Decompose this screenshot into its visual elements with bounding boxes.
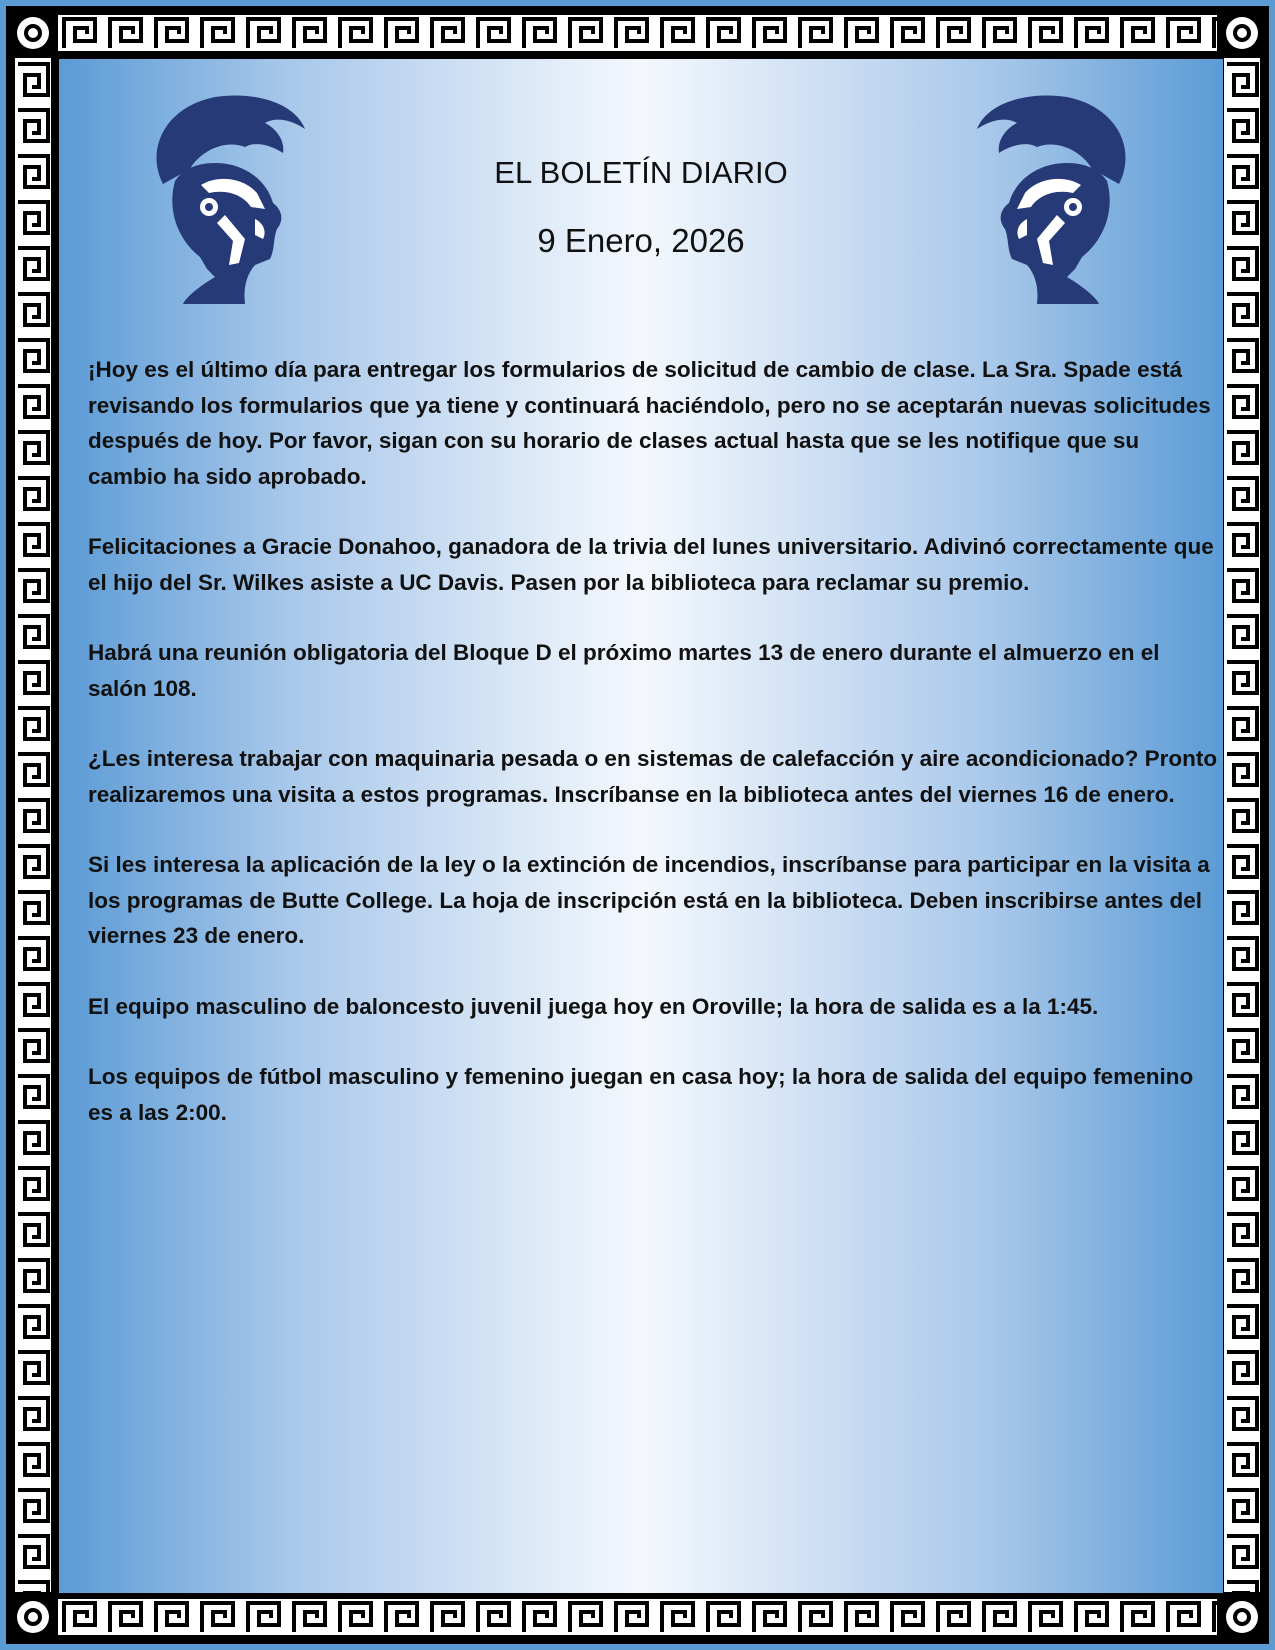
announcements-list: [88, 352, 1218, 1165]
greek-key-pattern-bottom: [58, 1594, 1217, 1640]
corner-ornament-top-right: [1219, 10, 1265, 56]
announcement-item: El equipo masculino de baloncesto juvenil juega hoy en Oroville; la hora de salida es a la 1:45.: [88, 993, 1099, 1019]
greek-key-border: [6, 6, 1269, 1644]
trojan-helmet-icon: [105, 89, 315, 304]
corner-ornament-top-left: [10, 10, 56, 56]
greek-key-pattern-left: [10, 58, 56, 1592]
announcement-item: Si les interesa la aplicación de la ley o la extinción de incendios, inscríbanse para participar en la visita a los programas de Butte College. La hoja de inscripción está en la biblioteca. Deben inscribirse antes del viernes 23 de enero.: [88, 852, 1210, 948]
announcement-item: Habrá una reunión obligatoria del Bloque D el próximo martes 13 de enero durante el almuerzo en el salón 108.: [88, 640, 1160, 701]
announcement-item: ¡Hoy es el último día para entregar los formularios de solicitud de cambio de clase. La Sra. Spade está revisando los formularios que ya tiene y continuará haciéndolo, pero no se aceptarán nuevas solicitudes después de hoy. Por favor, sigan con su horario de clases actual hasta que se les notifique que su cambio ha sido aprobado.: [88, 357, 1211, 489]
trojan-helmet-icon: [967, 89, 1177, 304]
corner-ornament-bottom-right: [1219, 1594, 1265, 1640]
announcement-item: Los equipos de fútbol masculino y femenino juegan en casa hoy; la hora de salida del equipo femenino es a las 2:00.: [88, 1064, 1194, 1125]
greek-key-pattern-top: [58, 10, 1217, 56]
bulletin-date: 9 Enero, 2026: [537, 222, 745, 259]
announcement-item: Felicitaciones a Gracie Donahoo, ganadora de la trivia del lunes universitario. Adivinó correctamente que el hijo del Sr. Wilkes asiste a UC Davis. Pasen por la biblioteca para reclamar su premio.: [88, 534, 1214, 595]
bulletin-panel: [59, 59, 1223, 1593]
announcement-item: ¿Les interesa trabajar con maquinaria pesada o en sistemas de calefacción y aire acondicionado? Pronto realizaremos una visita a estos programas. Inscríbanse en la biblioteca antes del viernes 16 de enero.: [88, 746, 1218, 807]
greek-key-pattern-right: [1219, 58, 1265, 1592]
border-left: [10, 58, 56, 1592]
border-top: [58, 10, 1217, 56]
bulletin-title: EL BOLETÍN DIARIO: [494, 155, 788, 190]
corner-ornament-bottom-left: [10, 1594, 56, 1640]
border-right: [1219, 58, 1265, 1592]
border-bottom: [58, 1594, 1217, 1640]
